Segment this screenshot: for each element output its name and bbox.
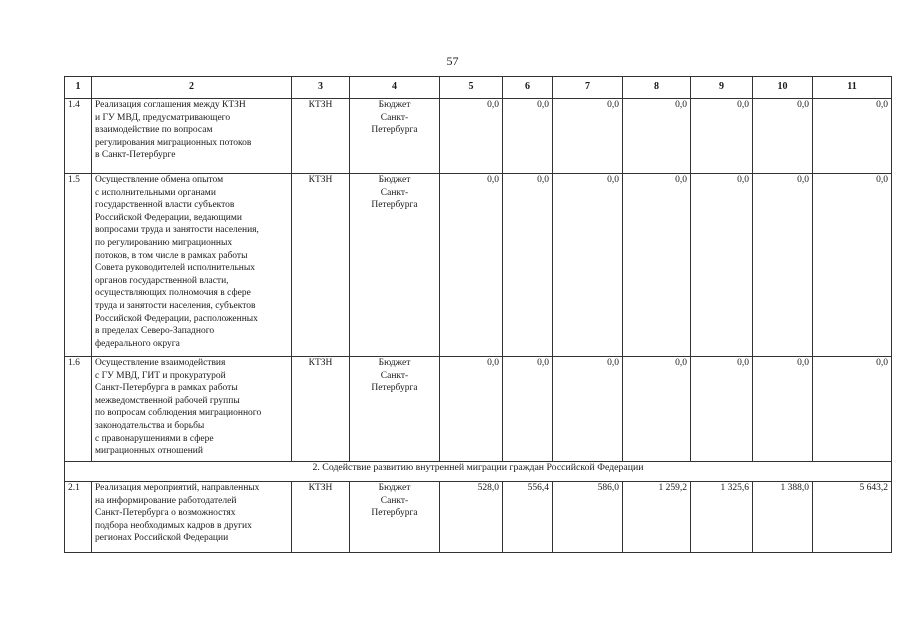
row-number: 1.6: [65, 357, 92, 462]
value-cell: 0,0: [440, 357, 503, 462]
section-row: [65, 462, 892, 482]
value-cell: 0,0: [503, 99, 553, 174]
column-header-11: 11: [813, 77, 892, 99]
activity-name: Реализация соглашения между КТЗН и ГУ МВД, предусматривающего взаимодействие по вопросам регулирования миграционных потоков в Санкт-Петербурге: [92, 99, 292, 174]
value-cell: 0,0: [691, 99, 753, 174]
column-header-1: 1: [65, 77, 92, 99]
funding-source: Бюджет Санкт- Петербурга: [350, 99, 440, 174]
table-row: [65, 174, 892, 357]
value-cell: 0,0: [553, 357, 623, 462]
value-cell: 0,0: [691, 357, 753, 462]
executor: КТЗН: [292, 357, 350, 462]
executor: КТЗН: [292, 174, 350, 357]
value-cell: 0,0: [753, 99, 813, 174]
value-cell: 0,0: [553, 99, 623, 174]
value-cell: 5 643,2: [813, 482, 892, 553]
activity-name: Осуществление взаимодействия с ГУ МВД, ГИТ и прокуратурой Санкт-Петербурга в рамках работы межведомственной рабочей группы по вопросам соблюдения миграционного законодательства и борьбы с правонарушениями в сфере миграционных отношений: [92, 357, 292, 462]
column-header-4: 4: [350, 77, 440, 99]
row-number: 1.5: [65, 174, 92, 357]
page-number: 57: [446, 54, 459, 68]
value-cell: 0,0: [440, 174, 503, 357]
header-row: [65, 77, 892, 99]
value-cell: 0,0: [753, 174, 813, 357]
value-cell: 0,0: [440, 99, 503, 174]
column-header-10: 10: [753, 77, 813, 99]
value-cell: 0,0: [503, 174, 553, 357]
value-cell: 0,0: [623, 357, 691, 462]
value-cell: 528,0: [440, 482, 503, 553]
table-row: [65, 357, 892, 462]
row-number: 1.4: [65, 99, 92, 174]
value-cell: 1 259,2: [623, 482, 691, 553]
funding-source: Бюджет Санкт- Петербурга: [350, 174, 440, 357]
value-cell: 586,0: [553, 482, 623, 553]
column-header-9: 9: [691, 77, 753, 99]
column-header-8: 8: [623, 77, 691, 99]
value-cell: 0,0: [813, 99, 892, 174]
column-header-5: 5: [440, 77, 503, 99]
column-header-3: 3: [292, 77, 350, 99]
value-cell: 0,0: [753, 357, 813, 462]
column-header-7: 7: [553, 77, 623, 99]
value-cell: 0,0: [691, 174, 753, 357]
executor: КТЗН: [292, 482, 350, 553]
funding-source: Бюджет Санкт- Петербурга: [350, 482, 440, 553]
value-cell: 0,0: [553, 174, 623, 357]
value-cell: 556,4: [503, 482, 553, 553]
activity-name: Реализация мероприятий, направленных на информирование работодателей Санкт-Петербурга о возможностях подбора необходимых кадров в других регионах Российской Федерации: [92, 482, 292, 553]
value-cell: 0,0: [503, 357, 553, 462]
funding-source: Бюджет Санкт- Петербурга: [350, 357, 440, 462]
value-cell: 0,0: [623, 99, 691, 174]
value-cell: 0,0: [813, 357, 892, 462]
column-header-2: 2: [92, 77, 292, 99]
value-cell: 0,0: [623, 174, 691, 357]
column-header-6: 6: [503, 77, 553, 99]
program-table: [64, 76, 892, 553]
activity-name: Осуществление обмена опытом с исполнительными органами государственной власти субъектов Российской Федерации, ведающими вопросами труда и занятости населения, по регулированию миграционных потоков, в том числе в рамках работы Совета руководителей исполнительных органов государственной власти, осуществляющих полномочия в сфере труда и занятости населения, субъектов Российской Федерации, расположенных в пределах Северо-Западного федерального округа: [92, 174, 292, 357]
value-cell: 1 325,6: [691, 482, 753, 553]
section-title: 2. Содействие развитию внутренней миграции граждан Российской Федерации: [65, 462, 892, 482]
value-cell: 1 388,0: [753, 482, 813, 553]
value-cell: 0,0: [813, 174, 892, 357]
table-row: [65, 99, 892, 174]
row-number: 2.1: [65, 482, 92, 553]
executor: КТЗН: [292, 99, 350, 174]
table-row: [65, 482, 892, 553]
